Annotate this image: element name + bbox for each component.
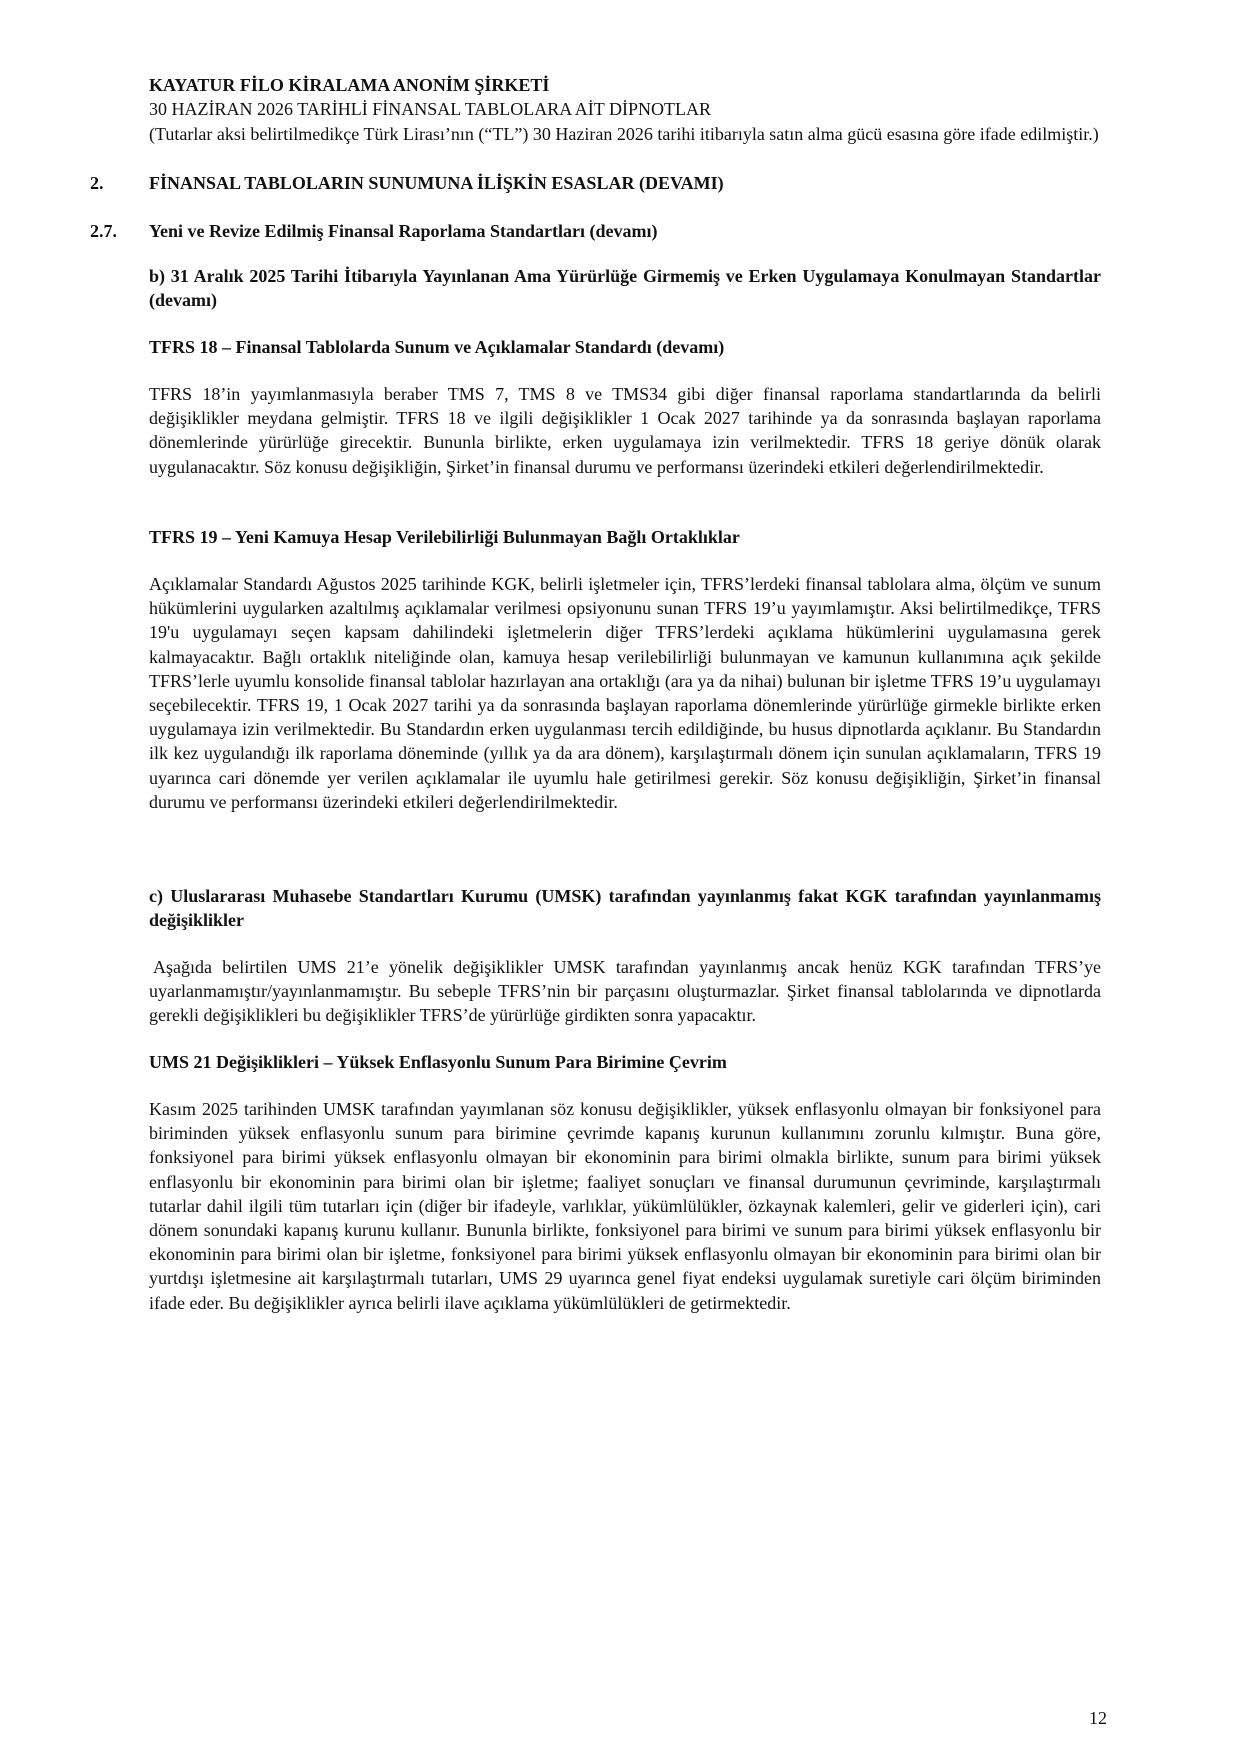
part-c-heading: c) Uluslararası Muhasebe Standartları Kurumu (UMSK) tarafından yayınlanmış fakat KGK tarafından yayınlanmamış değişiklikler — [149, 886, 1101, 931]
tfrs19-paragraph: Açıklamalar Standardı Ağustos 2025 tarihinde KGK, belirli işletmeler için, TFRS’lerdeki finansal tablolara alma, ölçüm ve sunum hükümlerini uygularken azaltılmış açıklamalar verilmesi opsiyonunu sunan TFRS 19’u yayımlamıştır. Aksi belirtilmedikçe, TFRS 19'u uygulamayı seçen kapsam dahilindeki işletmelerin diğer TFRS’lerdeki açıklama hükümlerini uygulamasına gerek kalmayacaktır. Bağlı ortaklık niteliğinde olan, kamuya hesap verilebilirliği bulunmayan ve kamunun kullanımına açık şekilde TFRS’lerle uyumlu konsolide finansal tablolar hazırlayan ana ortaklığı (ara ya da nihai) bulunan bir işletme TFRS 19’u uygulamayı seçebilecektir. TFRS 19, 1 Ocak 2027 tarihi ya da sonrasında başlayan raporlama dönemlerinde yürürlüğe girmekle birlikte erken uygulamaya izin verilmektedir. Bu Standardın erken uygulanması tercih edildiğinde, bu husus dipnotlarda açıklanır. Bu Standardın ilk kez uygulandığı ilk raporlama döneminde (yıllık ya da ara dönem), karşılaştırmalı dönem için sunulan açıklamaların, TFRS 19 uyarınca cari dönemde yer verilen açıklamalar ile uyumlu hale getirilmesi gerekir. Söz konusu değişikliğin, Şirket’in finansal durumu ve performansı üzerindeki etkileri değerlendirilmektedir. — [149, 574, 1101, 812]
subsection-title: Yeni ve Revize Edilmiş Finansal Raporlama Standartları (devamı) — [149, 221, 658, 241]
section-number: 2. — [90, 173, 104, 193]
page-number: 12 — [1089, 1708, 1107, 1728]
part-b-heading: b) 31 Aralık 2025 Tarihi İtibarıyla Yayınlanan Ama Yürürlüğe Girmemiş ve Erken Uygulamaya Konulmayan Standartlar (devamı) — [149, 266, 1101, 311]
subsection-number: 2.7. — [90, 221, 117, 241]
tfrs18-paragraph: TFRS 18’in yayımlanmasıyla beraber TMS 7, TMS 8 ve TMS34 gibi diğer finansal raporlama standartlarında da belirli değişiklikler meydana gelmiştir. TFRS 18 ve ilgili değişiklikler 1 Ocak 2027 tarihinde ya da sonrasında başlayan raporlama dönemlerinde yürürlüğe girecektir. Bununla birlikte, erken uygulamaya izin verilmektedir. TFRS 18 geriye dönük olarak uygulanacaktır. Söz konusu değişikliğin, Şirket’in finansal durumu ve performansı üzerindeki etkileri değerlendirilmektedir. — [149, 384, 1101, 477]
company-name: KAYATUR FİLO KİRALAMA ANONİM ŞİRKETİ — [149, 75, 550, 95]
ums21-paragraph: Kasım 2025 tarihinden UMSK tarafından yayımlanan söz konusu değişiklikler, yüksek enflasyonlu olmayan bir fonksiyonel para biriminden yüksek enflasyonlu sunum para birimine çevrimde kapanış kurunun kullanımını zorunlu kılmıştır. Buna göre, fonksiyonel para birimi yüksek enflasyonlu olmayan bir ekonominin para birimi olmakla birlikte, sunum para birimi yüksek enflasyonlu bir ekonominin para birimi olan bir işletme; faaliyet sonuçları ve finansal durumunun çevriminde, karşılaştırmalı tutarlar dahil ilgili tüm tutarları için (diğer bir ifadeyle, varlıklar, yükümlülükler, özkaynak kalemleri, gelir ve giderleri için), cari dönem sonundaki kapanış kurunu kullanır. Bununla birlikte, fonksiyonel para birimi ve sunum para birimi yüksek enflasyonlu bir ekonominin para birimi olan bir işletme, fonksiyonel para birimi yüksek enflasyonlu olmayan bir ekonominin para birimi olan bir yurtdışı işletmesine ait karşılaştırmalı tutarları, UMS 29 uyarınca genel fiyat endeksi uygulamak suretiyle cari ölçüm biriminden ifade eder. Bu değişiklikler ayrıca belirli ilave açıklama yükümlülükleri de getirmektedir. — [149, 1099, 1101, 1313]
report-subtitle: 30 HAZİRAN 2026 TARİHLİ FİNANSAL TABLOLARA AİT DİPNOTLAR — [149, 99, 711, 119]
ums21-heading: UMS 21 Değişiklikleri – Yüksek Enflasyonlu Sunum Para Birimine Çevrim — [149, 1052, 727, 1072]
tfrs18-heading: TFRS 18 – Finansal Tablolarda Sunum ve Açıklamalar Standardı (devamı) — [149, 337, 725, 357]
tfrs19-heading: TFRS 19 – Yeni Kamuya Hesap Verilebilirliği Bulunmayan Bağlı Ortaklıklar — [149, 527, 740, 547]
part-c-paragraph: Aşağıda belirtilen UMS 21’e yönelik değişiklikler UMSK tarafından yayınlanmış ancak henüz KGK tarafından TFRS’ye uyarlanmamıştır/yayınlanmamıştır. Bu sebeple TFRS’nin bir parçasını oluşturmazlar. Şirket finansal tablolarında ve dipnotlarda gerekli değişiklikleri bu değişiklikler TFRS’de yürürlüğe girdikten sonra yapacaktır. — [149, 957, 1101, 1026]
section-title: FİNANSAL TABLOLARIN SUNUMUNA İLİŞKİN ESASLAR (DEVAMI) — [149, 173, 724, 193]
currency-note: (Tutarlar aksi belirtilmedikçe Türk Lirası’nın (“TL”) 30 Haziran 2026 tarihi itibarıyla satın alma gücü esasına göre ifade edilmiştir.) — [149, 124, 1099, 144]
